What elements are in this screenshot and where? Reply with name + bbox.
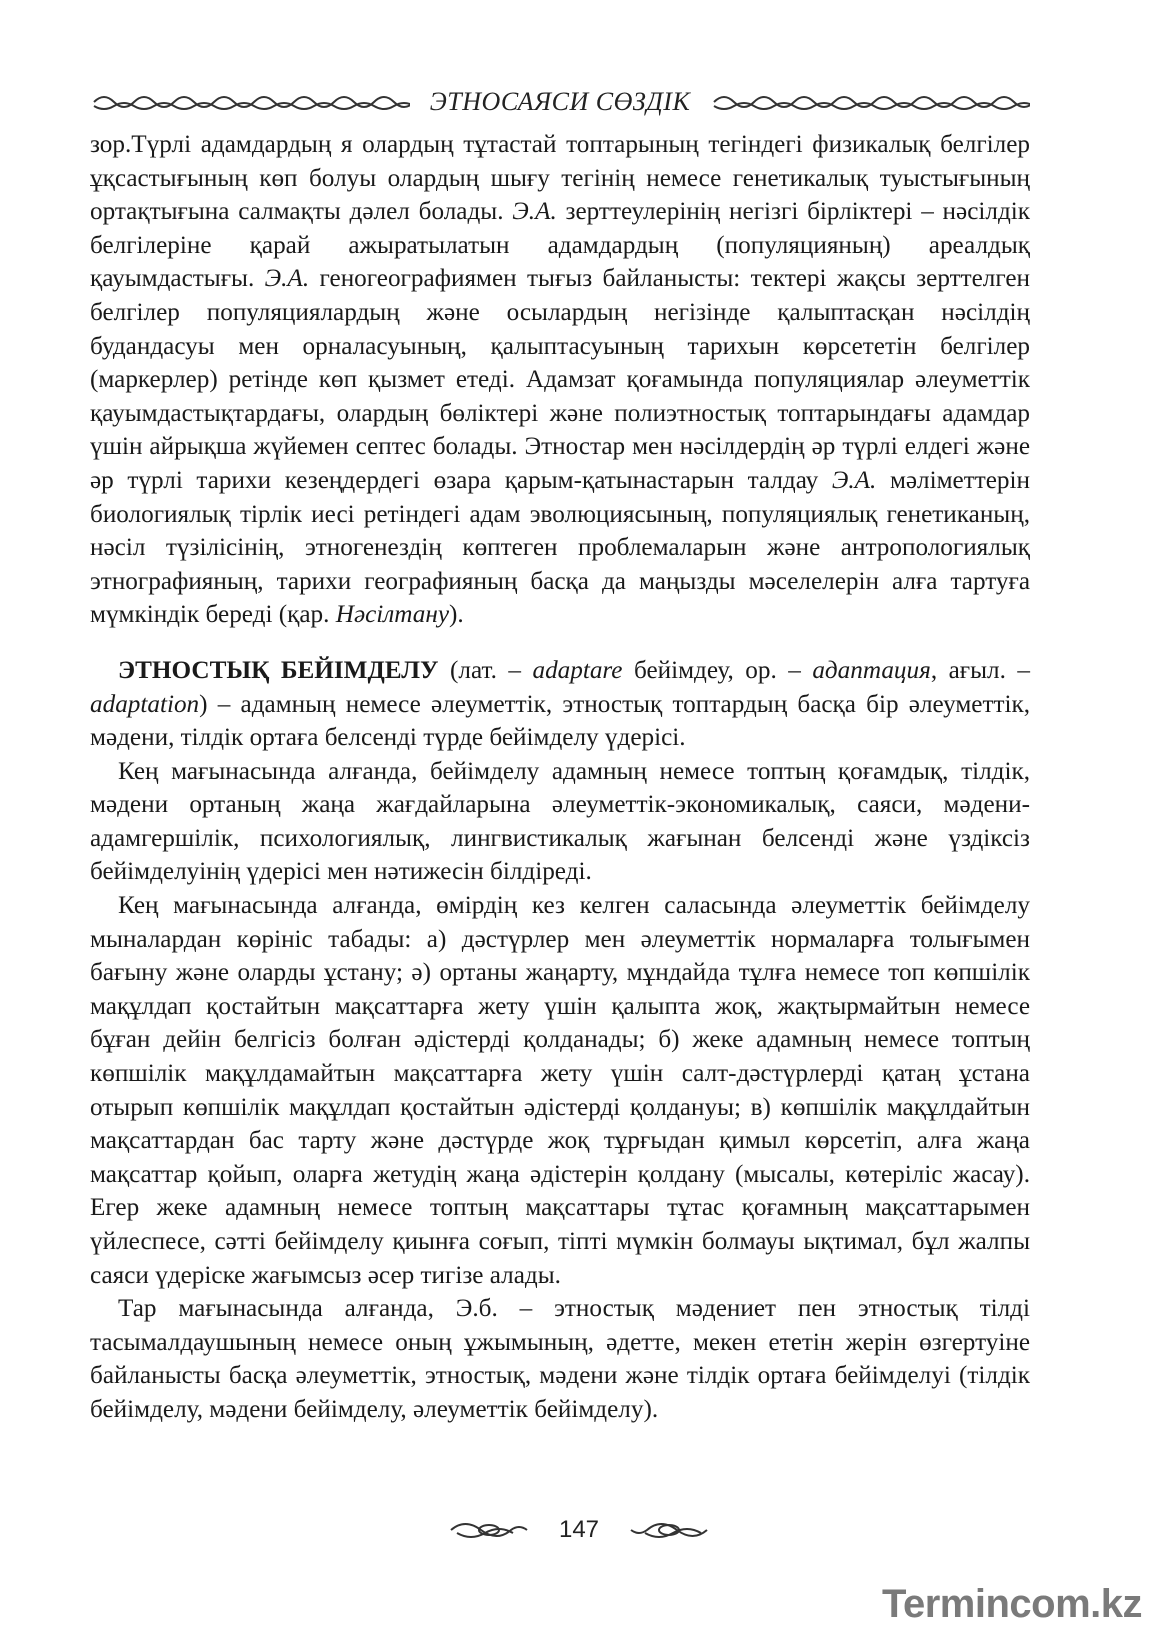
text-run: мәліметтерін биологиялық тірлік иесі ретіндегі адам эволюциясының, популяциялық генетиканың, нәсіл түзілісінің, этногенездің көптеген проблемаларын және антропологиялық этнографияның, тарихи географияның басқа да маңызды мәселелерін алға тартуға мүмкіндік береді (қар. bbox=[90, 466, 1031, 629]
russian-word: адаптация bbox=[812, 656, 931, 684]
flourish-left-icon bbox=[449, 1517, 529, 1543]
page-body bbox=[90, 128, 1030, 1427]
entry-term: ЭТНОСТЫҚ БЕЙІМДЕЛУ bbox=[118, 656, 439, 684]
text-run: , ағыл. – bbox=[930, 656, 1030, 684]
paragraph-gap bbox=[90, 632, 1030, 654]
paragraph: Кең мағынасында алғанда, бейімделу адамның немесе топтың қоғамдық, тілдік, мәдени ортаның жаңа жағдайларына әлеуметтік-экономикалық, саяси, мәдени-адамгершілік, психологиялық, лингвистикалық жағынан белсенді және үздіксіз бейімделуінің үдерісі мен нәтижесін білдіреді. bbox=[90, 757, 1030, 886]
flourish-right-icon bbox=[629, 1517, 709, 1543]
text-run: зерттеулерінің негізгі бірліктері – нәсілдік белгілеріне қарай ажыратылатын адамдардың (популяцияның) ареалдық қауымдастығы. bbox=[90, 198, 1031, 293]
text-run: ) – адамның немесе әлеуметтік, этностық топтардың басқа бір әлеуметтік, мәдени, тілдік ортаға белсенді түрде бейімделу үдерісі. bbox=[90, 690, 1030, 752]
text-run: ). bbox=[449, 601, 464, 629]
text-run: геногеографиямен тығыз байланысты: тектері жақсы зерттелген белгілер популяциялардың және осылардың негізінде қалыптасқан нәсілдің будандасуы мен орналасуының, қалыптасуының тарихын көрсететін белгілер (маркерлер) ретінде көп қызмет етеді. Адамзат қоғамында популяциялар әлеуметтік қауымдастықтардағы, олардың бөліктері және полиэтностық топтарындағы адамдар үшін айрықша жүйемен септес болады. Этностар мен нәсілдердің әр түрлі елдегі және әр түрлі тарихи кезеңдердегі өзара қарым-қатынастарын талдау bbox=[90, 265, 1031, 494]
cross-reference: Нәсілтану bbox=[335, 601, 450, 629]
english-word: adaptation bbox=[90, 690, 200, 718]
paragraph-continuation bbox=[90, 128, 1030, 632]
header-title: ЭТНОСАЯСИ СӨЗДІК bbox=[429, 87, 691, 116]
abbrev-ea: Э.А. bbox=[831, 466, 877, 494]
text-run: (лат. – bbox=[450, 656, 521, 684]
entry-paragraph bbox=[90, 654, 1030, 755]
site-watermark: Termincom.kz bbox=[882, 1582, 1142, 1626]
text-run: бейімдеу, ор. – bbox=[633, 656, 801, 684]
ornament-left-icon bbox=[90, 92, 410, 112]
running-header bbox=[90, 85, 1030, 119]
paragraph: Кең мағынасында алғанда, өмірдің кез келген саласында әлеуметтік бейімделу мыналардан көрініс табады: а) дәстүрлер мен әлеуметтік нормаларға толығымен бағыну және оларды ұстану; ә) ортаны жаңарту, мұндайда тұлға немесе топ көпшілік мақұлдап қостайтын мақсаттарға жету үшін қалыпта жоқ, жақтырмайтын немесе бұған дейін белгісіз болған әдістерді қолданады; б) жеке адамның немесе топтың көпшілік мақұлдамайтын мақсаттарға жету үшін салт-дәстүрлерді қатаң ұстана отырып көпшілік мақұлдап қостайтын әдістерді қолдануы; в) көпшілік мақұлдайтын мақсаттардан бас тарту және дәстүрде жоқ тұрғыдан қимыл көрсетіп, алға жаңа мақсаттар қойып, оларға жетудің жаңа әдістерін қолдану (мысалы, көтеріліс жасау). Егер жеке адамның немесе топтың мақсаттары тұтас қоғамның мақсаттарымен үйлеспесе, сәтті бейімделу қиынға соғып, тіпті мүмкін болмауы ықтимал, бұл жалпы саяси үдеріске жағымсыз әсер тигізе алады. bbox=[90, 892, 1030, 1289]
abbrev-ea: Э.А. bbox=[264, 265, 310, 293]
abbrev-ea: Э.А. bbox=[512, 198, 557, 226]
ornament-right-icon bbox=[710, 92, 1030, 112]
paragraph: Тар мағынасында алғанда, Э.б. – этностық мәдениет пен этностық тілді тасымалдаушының немесе оның ұжымының, әдетте, мекен ететін жерін өзгертуіне байланысты басқа әлеуметтік, этностық, мәдени және тілдік ортаға бейімделуі (тілдік бейімделу, мәдени бейімделу, әлеуметтік бейімделу). bbox=[90, 1295, 1030, 1423]
latin-word: adaptare bbox=[532, 656, 623, 684]
text-run: зор.Түрлі адамдардың я олардың тұтастай топтарының тегіндегі физикалық белгілер ұқсастығының көп болуы олардың шығу тегінің немесе генетикалық туыстығының ортақтығына салмақты дәлел болады. bbox=[90, 131, 1030, 226]
page-number: 147 bbox=[558, 1516, 600, 1543]
page-footer bbox=[0, 1510, 1158, 1550]
